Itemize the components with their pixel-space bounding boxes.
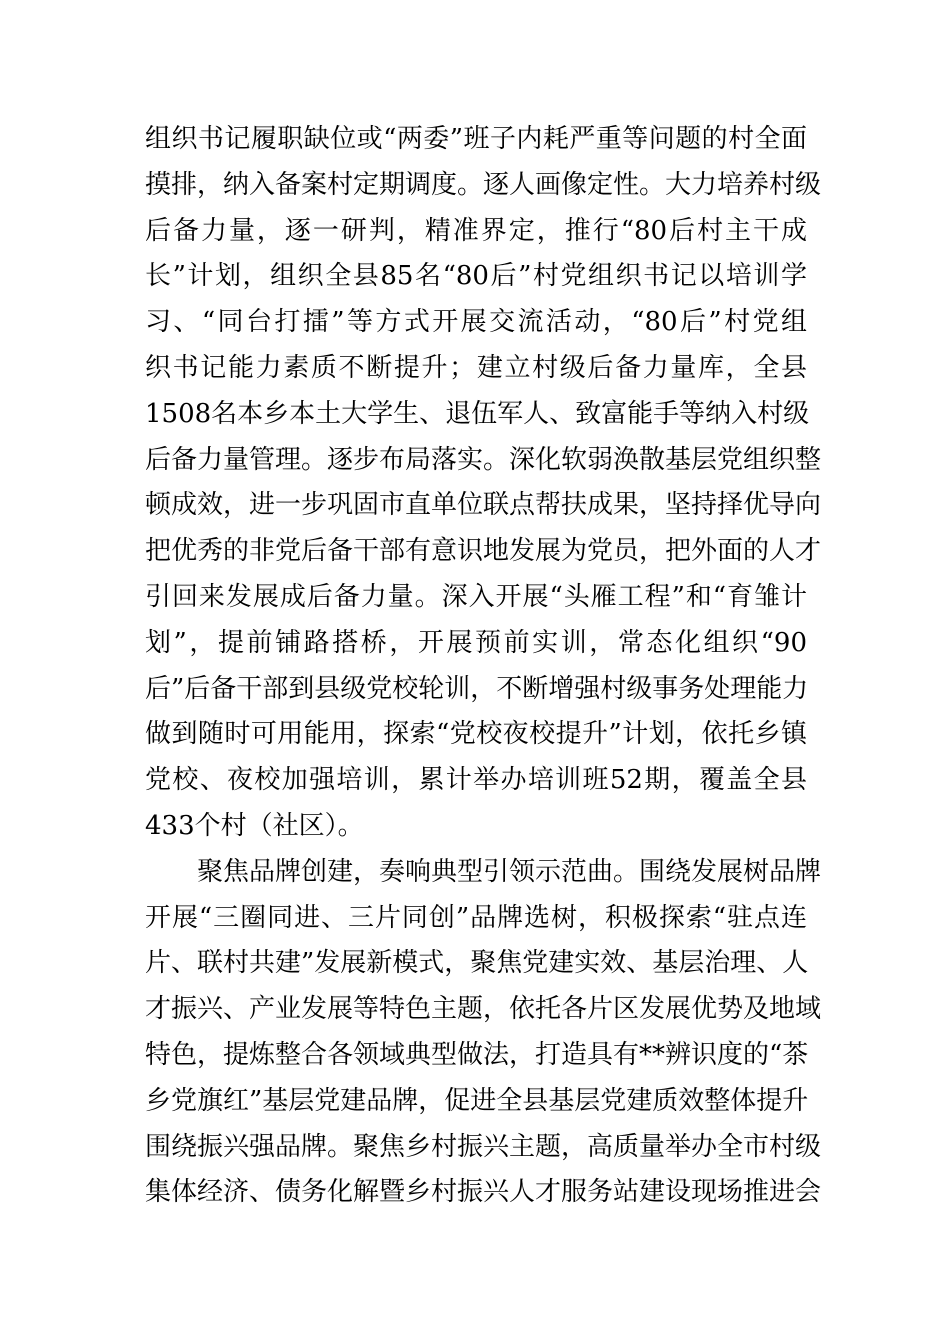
text-line: 做到随时可用能用，探索“党校夜校提升”计划，依托乡镇 <box>145 719 807 750</box>
text-line: 乡党旗红”基层党建品牌，促进全县基层党建质效整体提升 <box>145 1085 809 1116</box>
text-line: 织书记能力素质不断提升；建立村级后备力量库，全县 <box>145 352 807 383</box>
text-line: 引回来发展成后备力量。深入开展“头雁工程”和“育雏计 <box>145 581 807 612</box>
document-body <box>145 117 822 1216</box>
text-line: 后备力量管理。逐步布局落实。深化软弱涣散基层党组织整 <box>145 444 822 475</box>
text-line: 把优秀的非党后备干部有意识地发展为党员，把外面的人才 <box>145 536 822 567</box>
text-line: 摸排，纳入备案村定期调度。逐人画像定性。大力培养村级 <box>145 169 822 200</box>
text-line: 才振兴、产业发展等特色主题，依托各片区发展优势及地域 <box>145 994 822 1025</box>
text-line: 围绕振兴强品牌。聚焦乡村振兴主题，高质量举办全市村级 <box>145 1131 822 1162</box>
text-line: 划”，提前铺路搭桥，开展预前实训，常态化组织“90 <box>145 627 807 658</box>
text-line: 集体经济、债务化解暨乡村振兴人才服务站建设现场推进会 <box>145 1177 822 1208</box>
text-line: 组织书记履职缺位或“两委”班子内耗严重等问题的村全面 <box>145 124 807 154</box>
text-line: 后”后备干部到县级党校轮训，不断增强村级事务处理能力 <box>145 673 809 704</box>
text-line: 特色，提炼整合各领域典型做法，打造具有**辨识度的“茶 <box>145 1039 809 1070</box>
text-line: 片、联村共建”发展新模式，聚焦党建实效、基层治理、人 <box>145 948 809 979</box>
text-line: 长”计划，组织全县85名“80后”村党组织书记以培训学 <box>145 261 807 292</box>
text-line: 习、“同台打擂”等方式开展交流活动，“80后”村党组 <box>145 307 807 338</box>
text-line: 顿成效，进一步巩固市直单位联点帮扶成果，坚持择优导向 <box>145 490 822 521</box>
text-line: 后备力量，逐一研判，精准界定，推行“80后村主干成 <box>145 215 807 246</box>
text-line-first: 聚焦品牌创建，奏响典型引领示范曲。围绕发展树品牌 <box>197 856 822 887</box>
paragraph-brand-building <box>145 850 822 1216</box>
text-line-last: 433个村（社区）。 <box>145 810 364 841</box>
text-line: 党校、夜校加强培训，累计举办培训班52期，覆盖全县 <box>145 765 807 796</box>
text-line: 1508名本乡本土大学生、退伍军人、致富能手等纳入村级 <box>145 398 810 429</box>
text-line: 开展“三圈同进、三片同创”品牌选树，积极探索“驻点连 <box>145 902 807 933</box>
paragraph-talent-reserve <box>145 117 822 850</box>
